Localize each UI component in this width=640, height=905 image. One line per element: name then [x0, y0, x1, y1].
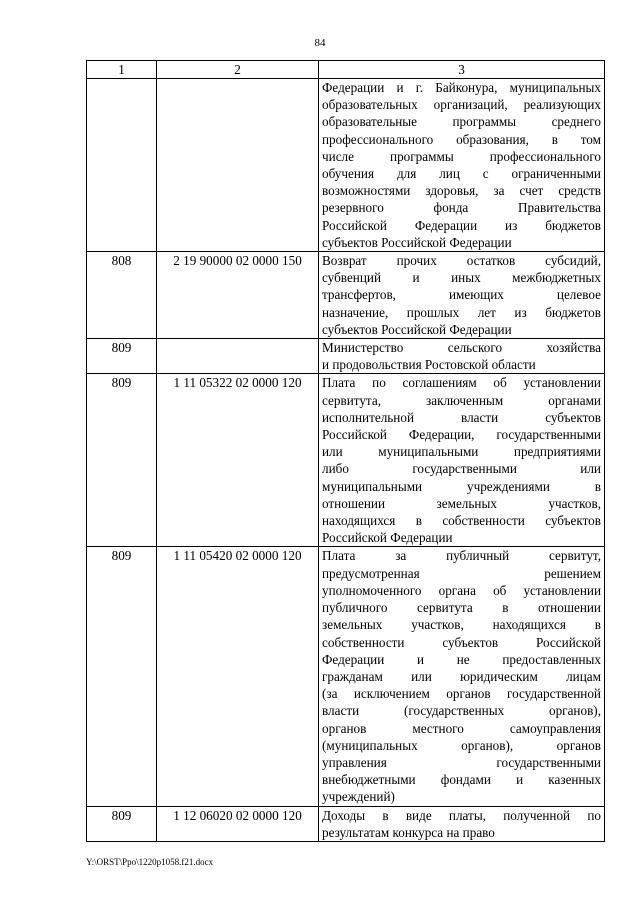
description-line: органов местного самоуправления — [322, 720, 601, 736]
budget-classification-code-cell: 1 12 06020 02 0000 120 — [157, 806, 319, 841]
description-cell — [319, 547, 605, 806]
admin-code-cell — [87, 79, 157, 252]
description-cell — [319, 79, 605, 252]
description-line: публичного сервитута в отношении — [322, 600, 601, 616]
description-line: субъектов Российской Федерации — [322, 321, 512, 337]
description-line: и продовольствия Ростовской области — [322, 357, 536, 373]
budget-classification-code-cell: 2 19 90000 02 0000 150 — [157, 252, 319, 339]
column-header-description: 3 — [319, 61, 605, 79]
description-line: внебюджетными фондами и казенных — [322, 772, 601, 788]
budget-classification-code-cell — [157, 339, 319, 374]
table-row — [87, 339, 605, 374]
table-row — [87, 547, 605, 806]
description-line: назначение, прошлых лет из бюджетов — [322, 304, 601, 320]
description-line: отношении земельных участков, — [322, 495, 601, 511]
description-line: Федерации и не предоставленных — [322, 651, 601, 667]
description-cell — [319, 374, 605, 547]
description-line: обучения для лиц с ограниченными — [322, 166, 601, 182]
description-line: образовательных организаций, реализующих — [322, 97, 601, 113]
budget-classification-code-cell — [157, 79, 319, 252]
description-line: исполнительной власти субъектов — [322, 409, 601, 425]
page-number: 84 — [314, 37, 326, 49]
table-header-row — [87, 61, 605, 79]
description-cell — [319, 339, 605, 374]
admin-code-cell: 809 — [87, 547, 157, 806]
admin-code-cell: 809 — [87, 339, 157, 374]
table-row — [87, 79, 605, 252]
description-line: либо государственными или — [322, 461, 601, 477]
budget-classification-code-cell: 1 11 05420 02 0000 120 — [157, 547, 319, 806]
description-line: земельных участков, находящихся в — [322, 617, 601, 633]
column-header-budget-code: 2 — [157, 61, 319, 79]
description-line: управления государственными — [322, 754, 601, 770]
description-cell — [319, 252, 605, 339]
file-path-footer: Y:\ORST\Ppo\1220p1058.f21.docx — [86, 857, 214, 867]
description-line: образовательные программы среднего — [322, 114, 601, 130]
description-line: Плата за публичный сервитут, — [322, 548, 601, 564]
description-line: муниципальными учреждениями в — [322, 478, 601, 494]
admin-code-cell: 808 — [87, 252, 157, 339]
budget-codes-table — [86, 60, 605, 842]
description-line: резервного фонда Правительства — [322, 200, 601, 216]
description-line: находящихся в собственности субъектов — [322, 513, 601, 529]
description-line: Доходы в виде платы, полученной по — [322, 807, 601, 823]
description-line: субъектов Российской Федерации — [322, 234, 512, 250]
description-line: уполномоченного органа об установлении — [322, 582, 601, 598]
description-line: Возврат прочих остатков субсидий, — [322, 253, 601, 269]
description-line: гражданам или юридическим лицам — [322, 668, 601, 684]
description-line: или муниципальными предприятиями — [322, 444, 601, 460]
description-line: профессионального образования, в том — [322, 131, 601, 147]
description-line: (за исключением органов государственной — [322, 686, 601, 702]
admin-code-cell: 809 — [87, 374, 157, 547]
description-line: числе программы профессионального — [322, 148, 601, 164]
description-cell — [319, 806, 605, 841]
table-body — [87, 79, 605, 842]
description-line: результатам конкурса на право — [322, 824, 495, 840]
description-line: власти (государственных органов), — [322, 703, 601, 719]
description-line: возможностями здоровья, за счет средств — [322, 183, 601, 199]
description-line: предусмотренная решением — [322, 565, 601, 581]
description-line: (муниципальных органов), органов — [322, 737, 601, 753]
column-header-admin-code: 1 — [87, 61, 157, 79]
description-line: учреждений) — [322, 789, 395, 805]
table-row — [87, 252, 605, 339]
description-line: Плата по соглашениям об установлении — [322, 375, 601, 391]
description-line: Российской Федерации, государственными — [322, 427, 601, 443]
description-line: субвенций и иных межбюджетных — [322, 270, 601, 286]
description-line: сервитута, заключенным органами — [322, 392, 601, 408]
table-row — [87, 374, 605, 547]
table-row — [87, 806, 605, 841]
description-line: Федерации и г. Байконура, муниципальных — [322, 80, 601, 95]
description-line: трансфертов, имеющих целевое — [322, 287, 601, 303]
description-line: Министерство сельского хозяйства — [322, 340, 601, 356]
admin-code-cell: 809 — [87, 806, 157, 841]
description-line: собственности субъектов Российской — [322, 634, 601, 650]
description-line: Российской Федерации из бюджетов — [322, 217, 601, 233]
description-line: Российской Федерации — [322, 530, 453, 546]
budget-classification-code-cell: 1 11 05322 02 0000 120 — [157, 374, 319, 547]
